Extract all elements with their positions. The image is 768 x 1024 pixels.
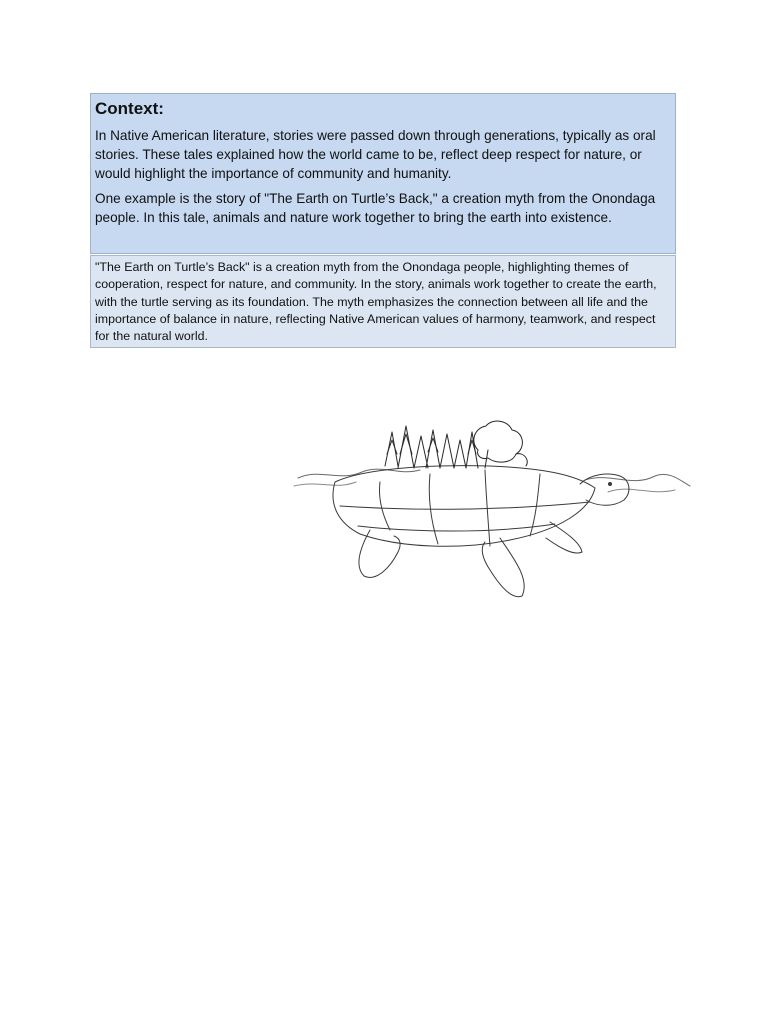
water-left bbox=[298, 469, 420, 478]
turtle-front-flipper bbox=[482, 538, 524, 597]
summary-box: "The Earth on Turtle’s Back" is a creation myth from the Onondaga people, highlighting themes of cooperation, respect for nature, and community. In the story, animals work together to create the earth, with the turtle serving as its foundation. The myth emphasizes the connection between all life and the importance of balance in nature, reflecting Native American values of harmony, teamwork, and respect for the natural world. bbox=[90, 255, 676, 348]
context-box bbox=[90, 93, 676, 254]
context-heading: Context: bbox=[95, 99, 164, 118]
water-right-2 bbox=[608, 489, 675, 492]
water-right bbox=[585, 474, 690, 486]
turtle-side-flipper bbox=[546, 522, 582, 553]
water-left-2 bbox=[294, 482, 356, 486]
context-paragraph-1: In Native American literature, stories were passed down through generations, typically as oral stories. These tales explained how the world came to be, reflect deep respect for nature, or would highlight the importance of community and humanity. bbox=[95, 128, 656, 181]
context-paragraph-2: One example is the story of "The Earth on Turtle’s Back," a creation myth from the Onondaga people. In this tale, animals and nature work together to bring the earth into existence. bbox=[95, 191, 656, 225]
trees-on-back bbox=[385, 421, 527, 468]
turtle-island-illustration bbox=[290, 410, 695, 605]
turtle-back-flipper bbox=[359, 530, 400, 577]
turtle-shell bbox=[333, 466, 595, 547]
